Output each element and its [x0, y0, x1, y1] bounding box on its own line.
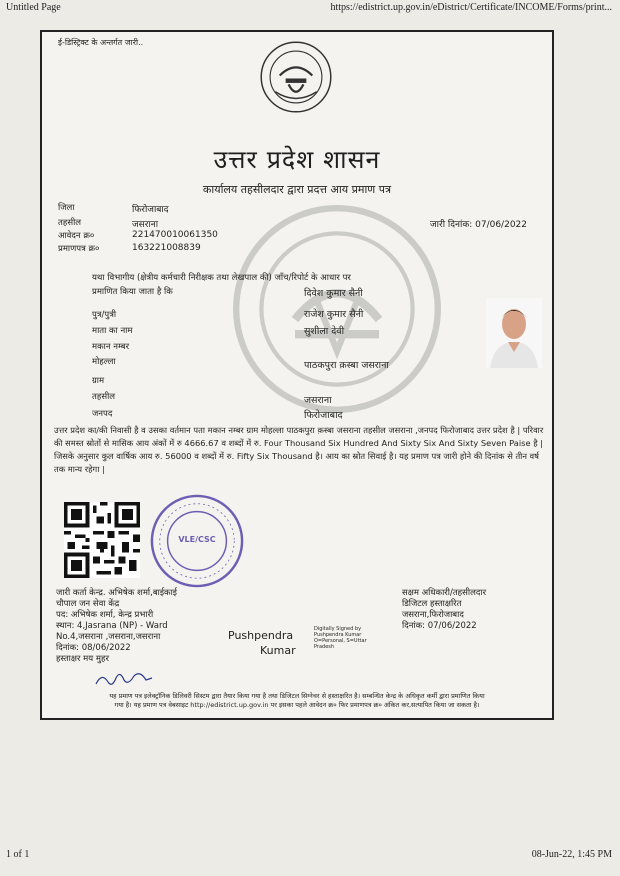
qr-code: [64, 502, 140, 578]
footnote-line-1: यह प्रमाण पत्र इलेक्ट्रॉनिक डिलिवरी सिस्टम द्वारा तैयार किया गया है तथा डिजिटल सिग्नेचर से हस्ताक्षरित है। सम्बन्धित केन्द्र के अधिकृत कर्मी द्वारा प्रमाणित किया: [109, 692, 485, 700]
seal-text: VLE/CSC: [178, 535, 216, 544]
digital-signature-details: [314, 626, 367, 650]
certificate-number: 163221008839: [132, 243, 201, 253]
house-number-label: मकान नम्बर: [92, 342, 130, 352]
applicant-name: दिवेश कुमार सैनी: [304, 288, 363, 299]
person-tehsil-label: तहसील: [92, 392, 116, 402]
browser-url: https://edistrict.up.gov.in/eDistrict/Certificate/INCOME/Forms/print...: [330, 2, 612, 13]
print-page-number: 1 of 1: [6, 849, 30, 860]
center-line-4: स्थान: 4,Jasrana (NP) - Ward: [56, 621, 168, 631]
person-tehsil-value: जसराना: [304, 395, 332, 406]
officer-line-2: डिजिटल हस्ताक्षरित: [402, 599, 462, 609]
signer-name-line-1: Pushpendra: [228, 629, 294, 642]
officer-line-3: जसराना,फिरोजाबाद: [402, 610, 464, 620]
officer-line-1: सक्षम अधिकारी/तहसीलदार: [402, 588, 487, 598]
center-line-5: No.4,जसराना ,जसराना,जसराना: [56, 632, 161, 642]
print-datetime: 08-Jun-22, 1:45 PM: [531, 849, 612, 860]
certificate-number-label: प्रमाणपत्र क्र०: [58, 244, 100, 254]
mother-label: माता का नाम: [92, 326, 133, 336]
mother-name: सुशीला देवी: [304, 326, 345, 337]
center-line-1: जारी कर्ता केन्द्र. अभिषेक शर्मा,बाईकाई: [56, 588, 177, 598]
district-label: जिला: [58, 203, 75, 213]
intro-line-2: प्रमाणित किया जाता है कि: [92, 287, 173, 297]
center-line-2: चौपाल जन सेवा केंद्र: [56, 599, 120, 609]
digital-signer-name: [228, 628, 296, 658]
tehsil-label: तहसील: [58, 218, 82, 228]
officer-issue-date: दिनांक: 07/06/2022: [402, 621, 477, 631]
application-number-label: आवेदन क्र०: [58, 231, 95, 241]
applicant-photo: [486, 298, 542, 368]
up-government-emblem-icon: [259, 40, 333, 114]
officer-details: [402, 588, 486, 632]
district-value: फिरोजाबाद: [132, 205, 169, 215]
relation-label: पुत्र/पुत्री: [92, 310, 117, 320]
locality-value: पाठकपुरा क़स्बा जसराना: [304, 360, 389, 371]
center-line-3: पद: अभिषेक शर्मा, केन्द्र प्रभारी: [56, 610, 154, 620]
application-number: 221470010061350: [132, 230, 218, 240]
ds-line-2: Pushpendra Kumar: [314, 632, 362, 638]
certificate-title: उत्तर प्रदेश शासन: [213, 145, 381, 174]
signer-name-line-2: Kumar: [260, 644, 296, 657]
ds-line-4: Pradesh: [314, 644, 335, 650]
vle-seal-stamp: [148, 492, 246, 590]
center-signature-label: हस्ताक्षर मय मुहर: [56, 654, 109, 664]
village-label: ग्राम: [92, 376, 105, 386]
father-name: राजेश कुमार सैनी: [304, 309, 364, 320]
income-certificate: [40, 30, 554, 720]
browser-page-title: Untitled Page: [6, 2, 61, 13]
locality-label: मोहल्ला: [92, 357, 116, 367]
handwritten-signature: [94, 668, 154, 690]
ds-line-3: O=Personal, S=Uttar: [314, 638, 367, 644]
tehsil-value: जसराना: [132, 220, 159, 230]
certificate-statement: उत्तर प्रदेश का/की निवासी है व उसका वर्तमान पता मकान नम्बर ग्राम मोहल्ला पाठकपुरा क़स्बा जसराना तहसील जसराना ,जनपद फिरोजाबाद उत्तर प्रदेश है | परिवार की समस्त स्रोतों से मासिक आय अंकों में रु 4666.67 व शब्दों में रु. Four Thousand Six Hundred And Sixty Six And Sixty Seven Paise है | जिसके अनुसार कुल वार्षिक आय रु. 56000 व शब्दों में रु. Fifty Six Thousand है। आय का स्रोत सिवाई है। यह प्रमाण पत्र जारी होने की दिनांक से तीन वर्ष तक मान्य रहेगा |: [54, 425, 544, 474]
certificate-subtitle: कार्यालय तहसीलदार द्वारा प्रदत्त आय प्रमाण पत्र: [202, 183, 392, 196]
footnote-line-2: गया है। यह प्रमाण पत्र वेबसाइट http://edistrict.up.gov.in पर इसका पहले आवेदन क्र० फिर प्रमाणपत्र क्र० अंकित कर,सत्यापित किया जा सकता है।: [114, 701, 480, 709]
ds-line-1: Digitally Signed by: [314, 626, 362, 632]
edistrict-note: ई-डिस्ट्रिक्ट के अन्तर्गत जारी..: [58, 38, 144, 47]
center-issue-date: दिनांक: 08/06/2022: [56, 643, 131, 653]
issuing-center-details: [56, 588, 177, 665]
person-district-label: जनपद: [92, 409, 113, 419]
person-district-value: फिरोजाबाद: [304, 410, 343, 421]
certificate-footnote: [50, 692, 544, 710]
intro-line-1: यथा विभागीय (क्षेत्रीय कर्मचारी निरीक्षक तथा लेखपाल की) जाँच/रिपोर्ट के आधार पर: [92, 273, 351, 283]
issue-date: जारी दिनांक: 07/06/2022: [430, 220, 527, 230]
